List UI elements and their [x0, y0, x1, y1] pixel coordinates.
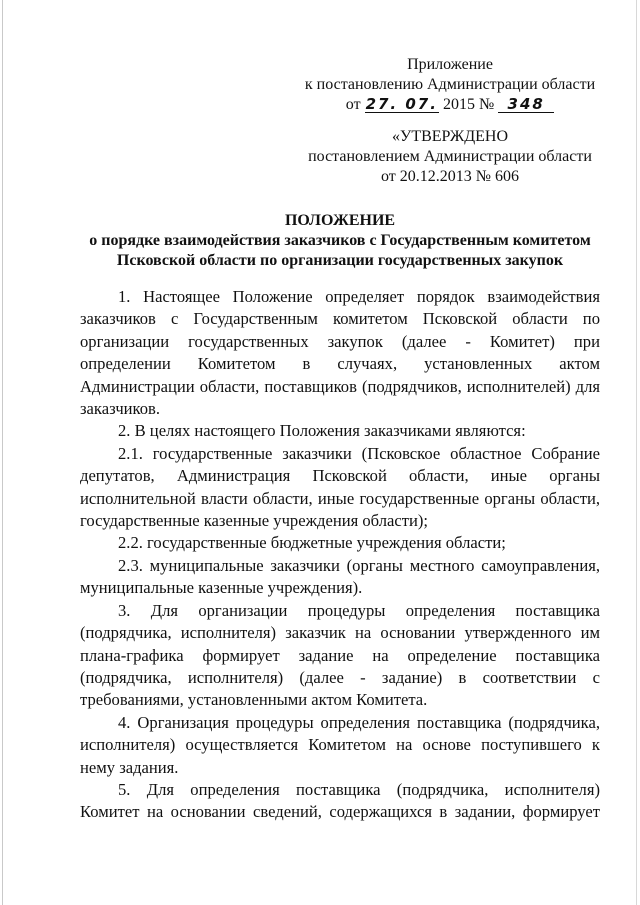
paragraph-2-1-text: 2.1. государственные заказчики (Псковское областное Собрание депутатов, Администрация Псковской области, иные органы исполнительной власти области, иные государственные органы области, государственные казенные учреждения области); [80, 443, 600, 531]
paragraph-1-text: 1. Настоящее Положение определяет порядок взаимодействия заказчиков с Государственным комитетом Псковской области по организации государственных закупок (далее - Комитет) при определении Комитетом в случаях, установленных актом Администрации области, поставщиков (подрядчиков, исполнителей) для заказчиков. [80, 287, 600, 419]
scan-edge-right [636, 0, 637, 905]
document-subtitle-1: о порядке взаимодействия заказчиков с Государственным комитетом [89, 232, 591, 249]
document-title: ПОЛОЖЕНИЕ [284, 212, 396, 229]
handwritten-date: 27. 07. [365, 95, 438, 113]
approved-date: от 20.12.2013 № 606 [380, 168, 520, 185]
paragraph-4-text: 4. Организация процедуры определения поставщика (подрядчика, исполнителя) осуществляется Комитетом на основе поступившего к нему задания. [80, 712, 600, 777]
paragraph-2-text: 2. В целях настоящего Положения заказчиками являются: [118, 421, 526, 441]
year-text: 2015 № [442, 96, 495, 113]
paragraph-2-2-text: 2.2. государственные бюджетные учреждения области; [118, 533, 506, 553]
handwritten-number: 348 [498, 96, 554, 113]
document-heading [80, 211, 600, 271]
document-body [80, 286, 600, 824]
appendix-block [300, 55, 600, 115]
approved-block [300, 127, 600, 187]
approved-title: «УТВЕРЖДЕНО [391, 128, 508, 145]
paragraph-2-3-text: 2.3. муниципальные заказчики (органы местного самоуправления, муниципальные казенные учреждения). [80, 555, 600, 598]
paragraph-5 [80, 779, 600, 824]
appendix-title: Приложение [407, 56, 493, 73]
paragraph-3-text: 3. Для организации процедуры определения поставщика (подрядчика, исполнителя) заказчик на основании утвержденного им плана-графика формирует задание на определение поставщика (подрядчика, исполнителя) (далее - задание) в соответствии с требованиями, установленными актом Комитета. [80, 600, 600, 710]
paragraph-2-3 [80, 555, 600, 600]
appendix-reference: к постановлению Администрации области [304, 76, 596, 93]
paragraph-1 [80, 286, 600, 420]
approved-reference: постановлением Администрации области [308, 148, 592, 165]
appendix-date-line [300, 95, 600, 115]
paragraph-3 [80, 600, 600, 712]
paragraph-4 [80, 712, 600, 779]
date-prefix: от [345, 96, 361, 113]
paragraph-2-2 [80, 532, 600, 554]
paragraph-2-1 [80, 443, 600, 533]
scan-edge-left [2, 0, 3, 905]
document-subtitle-2: Псковской области по организации государственных закупок [116, 252, 564, 269]
paragraph-5-text: 5. Для определения поставщика (подрядчика, исполнителя) Комитет на основании сведений, содержащихся в задании, формирует [80, 779, 600, 822]
paragraph-2 [80, 420, 600, 442]
